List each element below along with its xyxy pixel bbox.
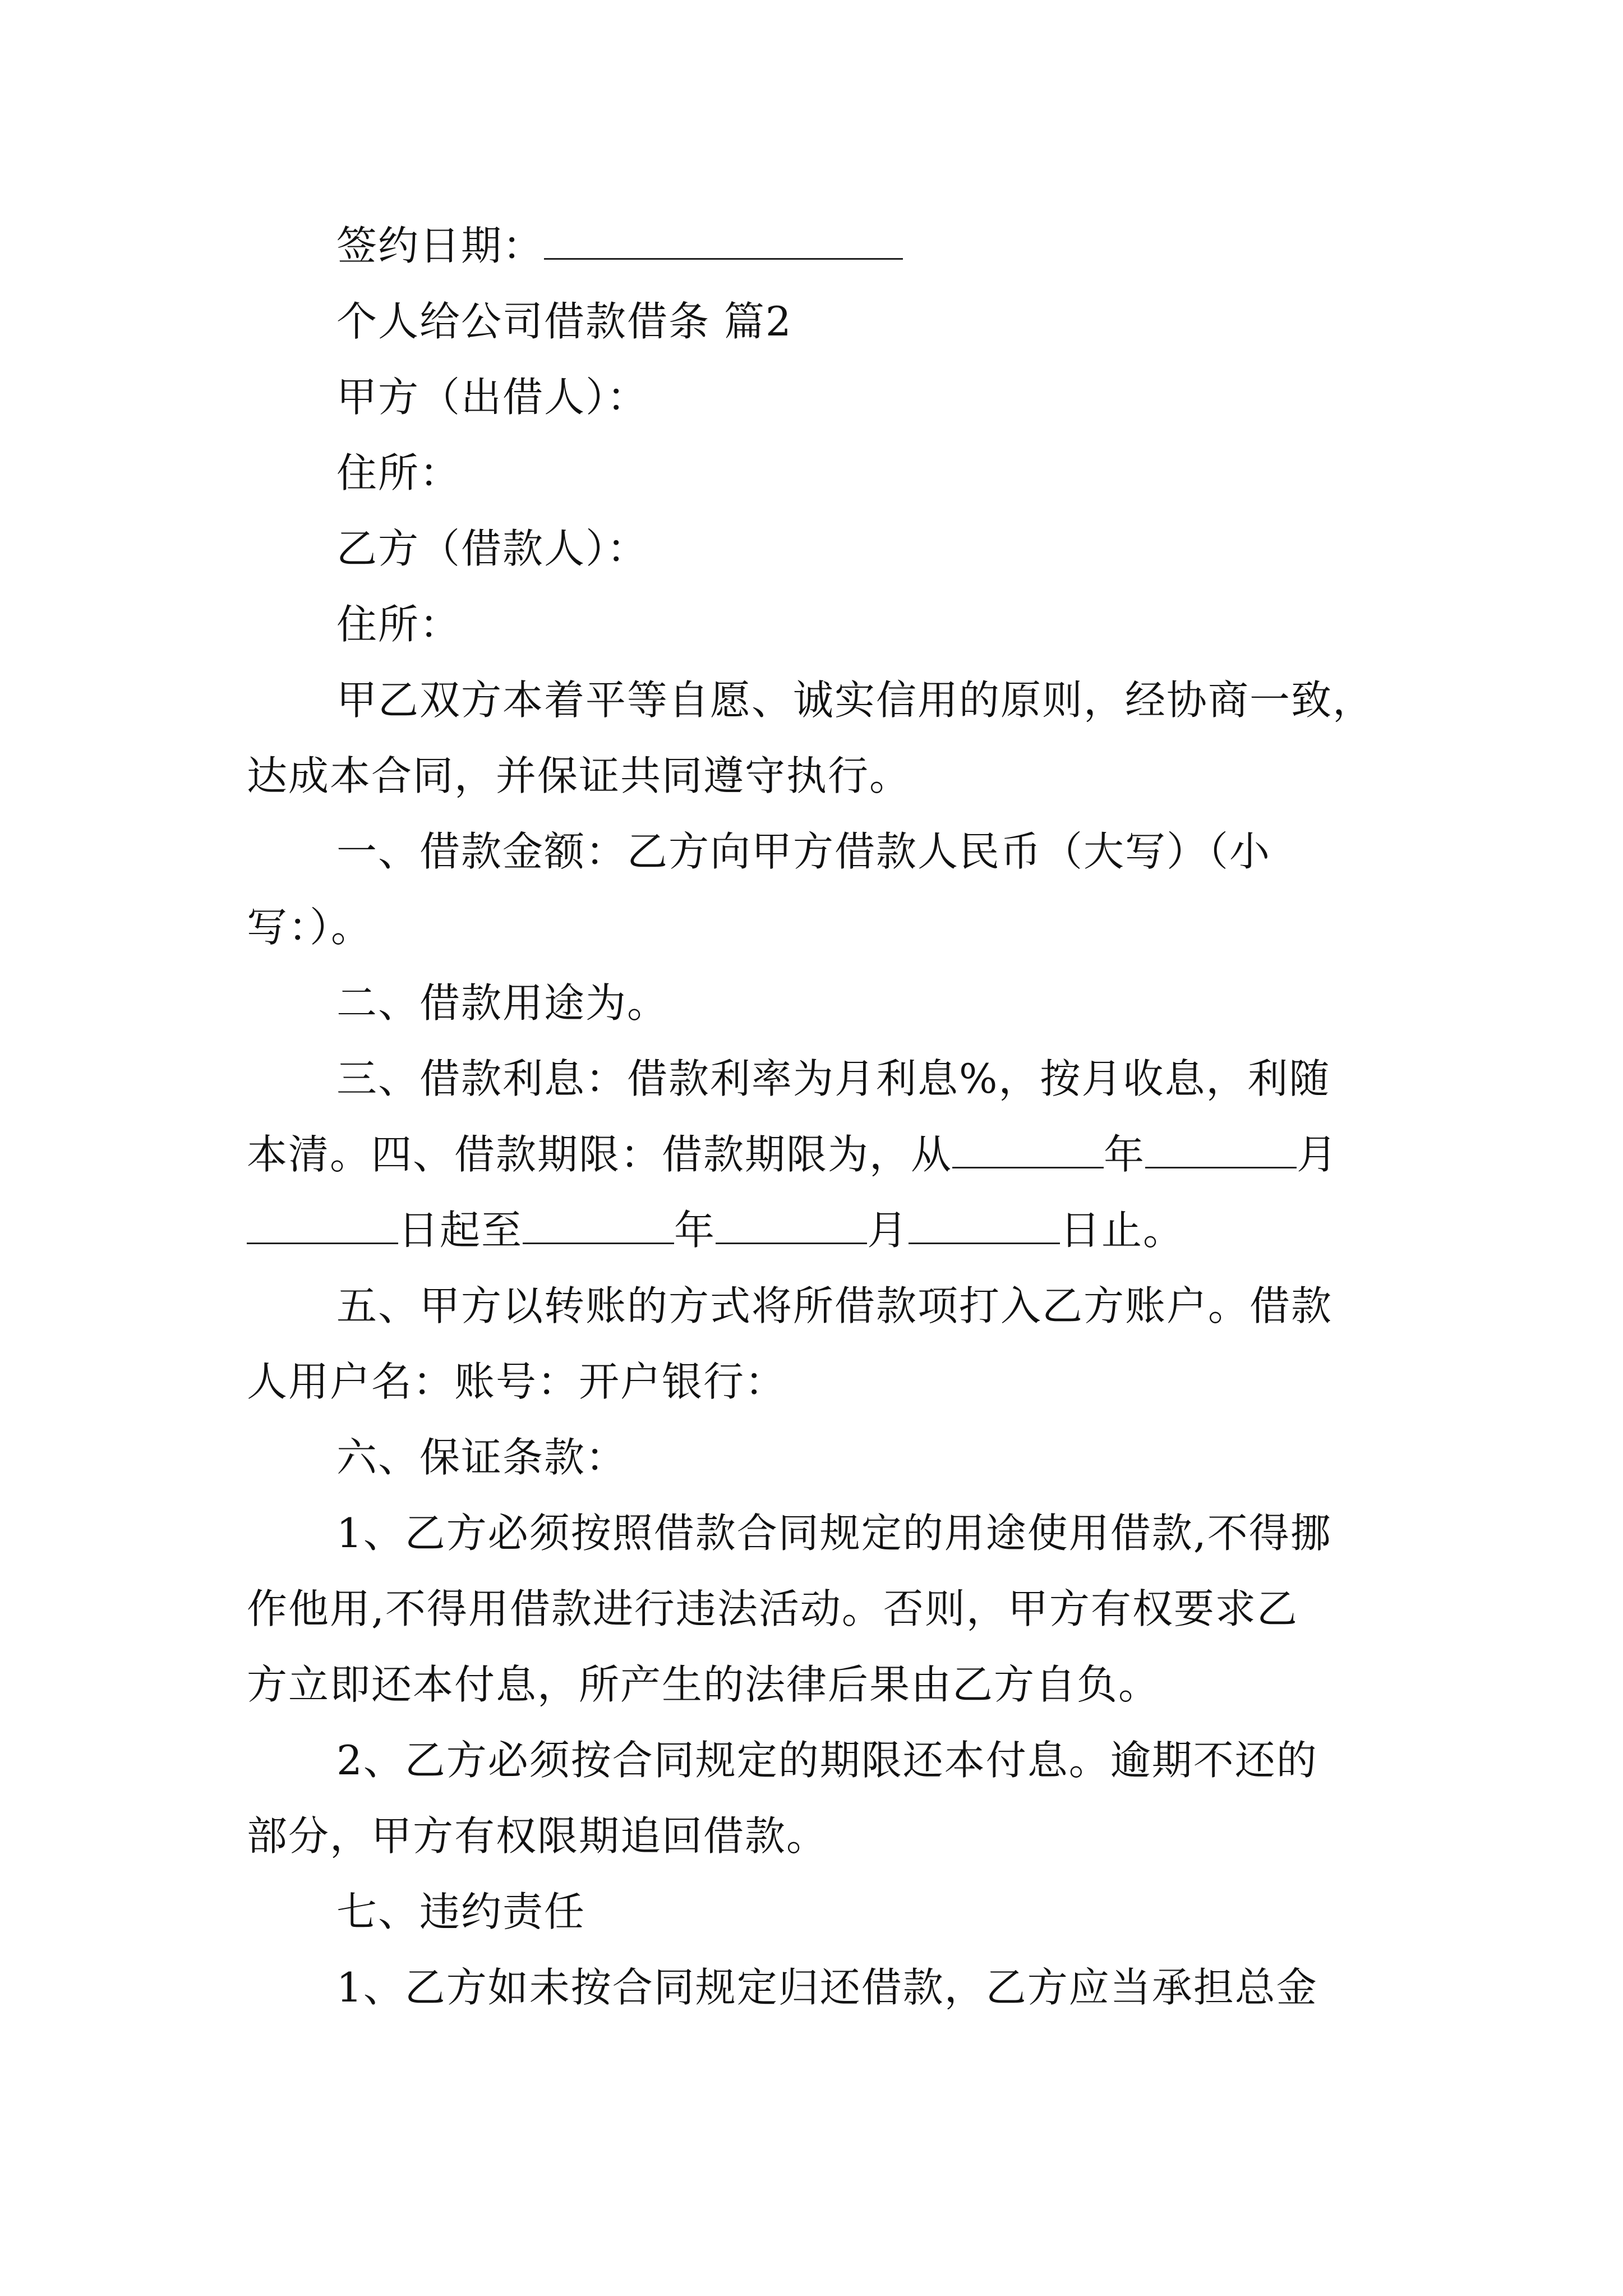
start-year-blank <box>952 1133 1104 1168</box>
end-year-blank <box>523 1209 674 1244</box>
intro-line-1: 甲乙双方本着平等自愿、诚实信用的原则，经协商一致， <box>336 677 1375 724</box>
clause-5-line-1: 五、甲方以转账的方式将所借款项打入乙方账户。借款 <box>336 1282 1333 1329</box>
clause-1-line-1: 一、借款金额：乙方向甲方借款人民币（大写）（小 <box>336 828 1271 875</box>
end-year-label: 年 <box>674 1207 716 1254</box>
start-year-label: 年 <box>1104 1131 1146 1178</box>
clause-4-intro: 本清。四、借款期限：借款期限为，从 <box>247 1131 953 1178</box>
party-b-label: 乙方（借款人）： <box>336 525 649 572</box>
end-day-blank <box>909 1209 1060 1244</box>
clause-6-1-line-1: 1、乙方必须按照借款合同规定的用途使用借款,不得挪 <box>336 1510 1332 1557</box>
clause-3-line-2 <box>247 1126 1338 1182</box>
clause-7-1-line-1: 1、乙方如未按合同规定归还借款，乙方应当承担总金 <box>336 1964 1318 2011</box>
clause-3-line-1: 三、借款利息：借款利率为月利息%，按月收息，利随 <box>336 1055 1331 1102</box>
clause-2: 二、借款用途为。 <box>336 979 669 1027</box>
clause-6-1-line-3: 方立即还本付息，所产生的法律后果由乙方自负。 <box>247 1661 1160 1708</box>
sign-date-blank <box>544 224 903 260</box>
clause-6-heading: 六、保证条款： <box>336 1434 628 1481</box>
sign-date-line <box>336 218 903 274</box>
end-month-label: 月 <box>867 1207 909 1254</box>
start-day-blank <box>247 1209 398 1244</box>
clause-4-line-2 <box>247 1202 1184 1258</box>
start-day-label: 日起至 <box>398 1207 523 1254</box>
party-a-address-label: 住所： <box>336 449 462 496</box>
party-b-address-label: 住所： <box>336 601 462 648</box>
party-a-label: 甲方（出借人）： <box>336 374 649 421</box>
clause-6-2-line-2: 部分，甲方有权限期追回借款。 <box>247 1812 828 1860</box>
end-day-label: 日止。 <box>1060 1207 1185 1254</box>
clause-6-2-line-1: 2、乙方必须按合同规定的期限还本付息。逾期不还的 <box>336 1737 1318 1784</box>
start-month-blank <box>1145 1133 1297 1168</box>
start-month-label: 月 <box>1297 1131 1339 1178</box>
clause-6-1-line-2: 作他用,不得用借款进行违法活动。否则，甲方有权要求乙 <box>247 1585 1298 1632</box>
intro-line-2: 达成本合同，并保证共同遵守执行。 <box>247 752 911 799</box>
document-title: 个人给公司借款借条 篇2 <box>336 298 792 345</box>
clause-1-line-2: 写：）。 <box>247 904 373 951</box>
sign-date-label: 签约日期： <box>336 222 545 269</box>
clause-7-heading: 七、违约责任 <box>336 1888 586 1935</box>
end-month-blank <box>716 1209 867 1244</box>
clause-5-line-2: 人用户名：账号：开户银行： <box>247 1358 787 1405</box>
